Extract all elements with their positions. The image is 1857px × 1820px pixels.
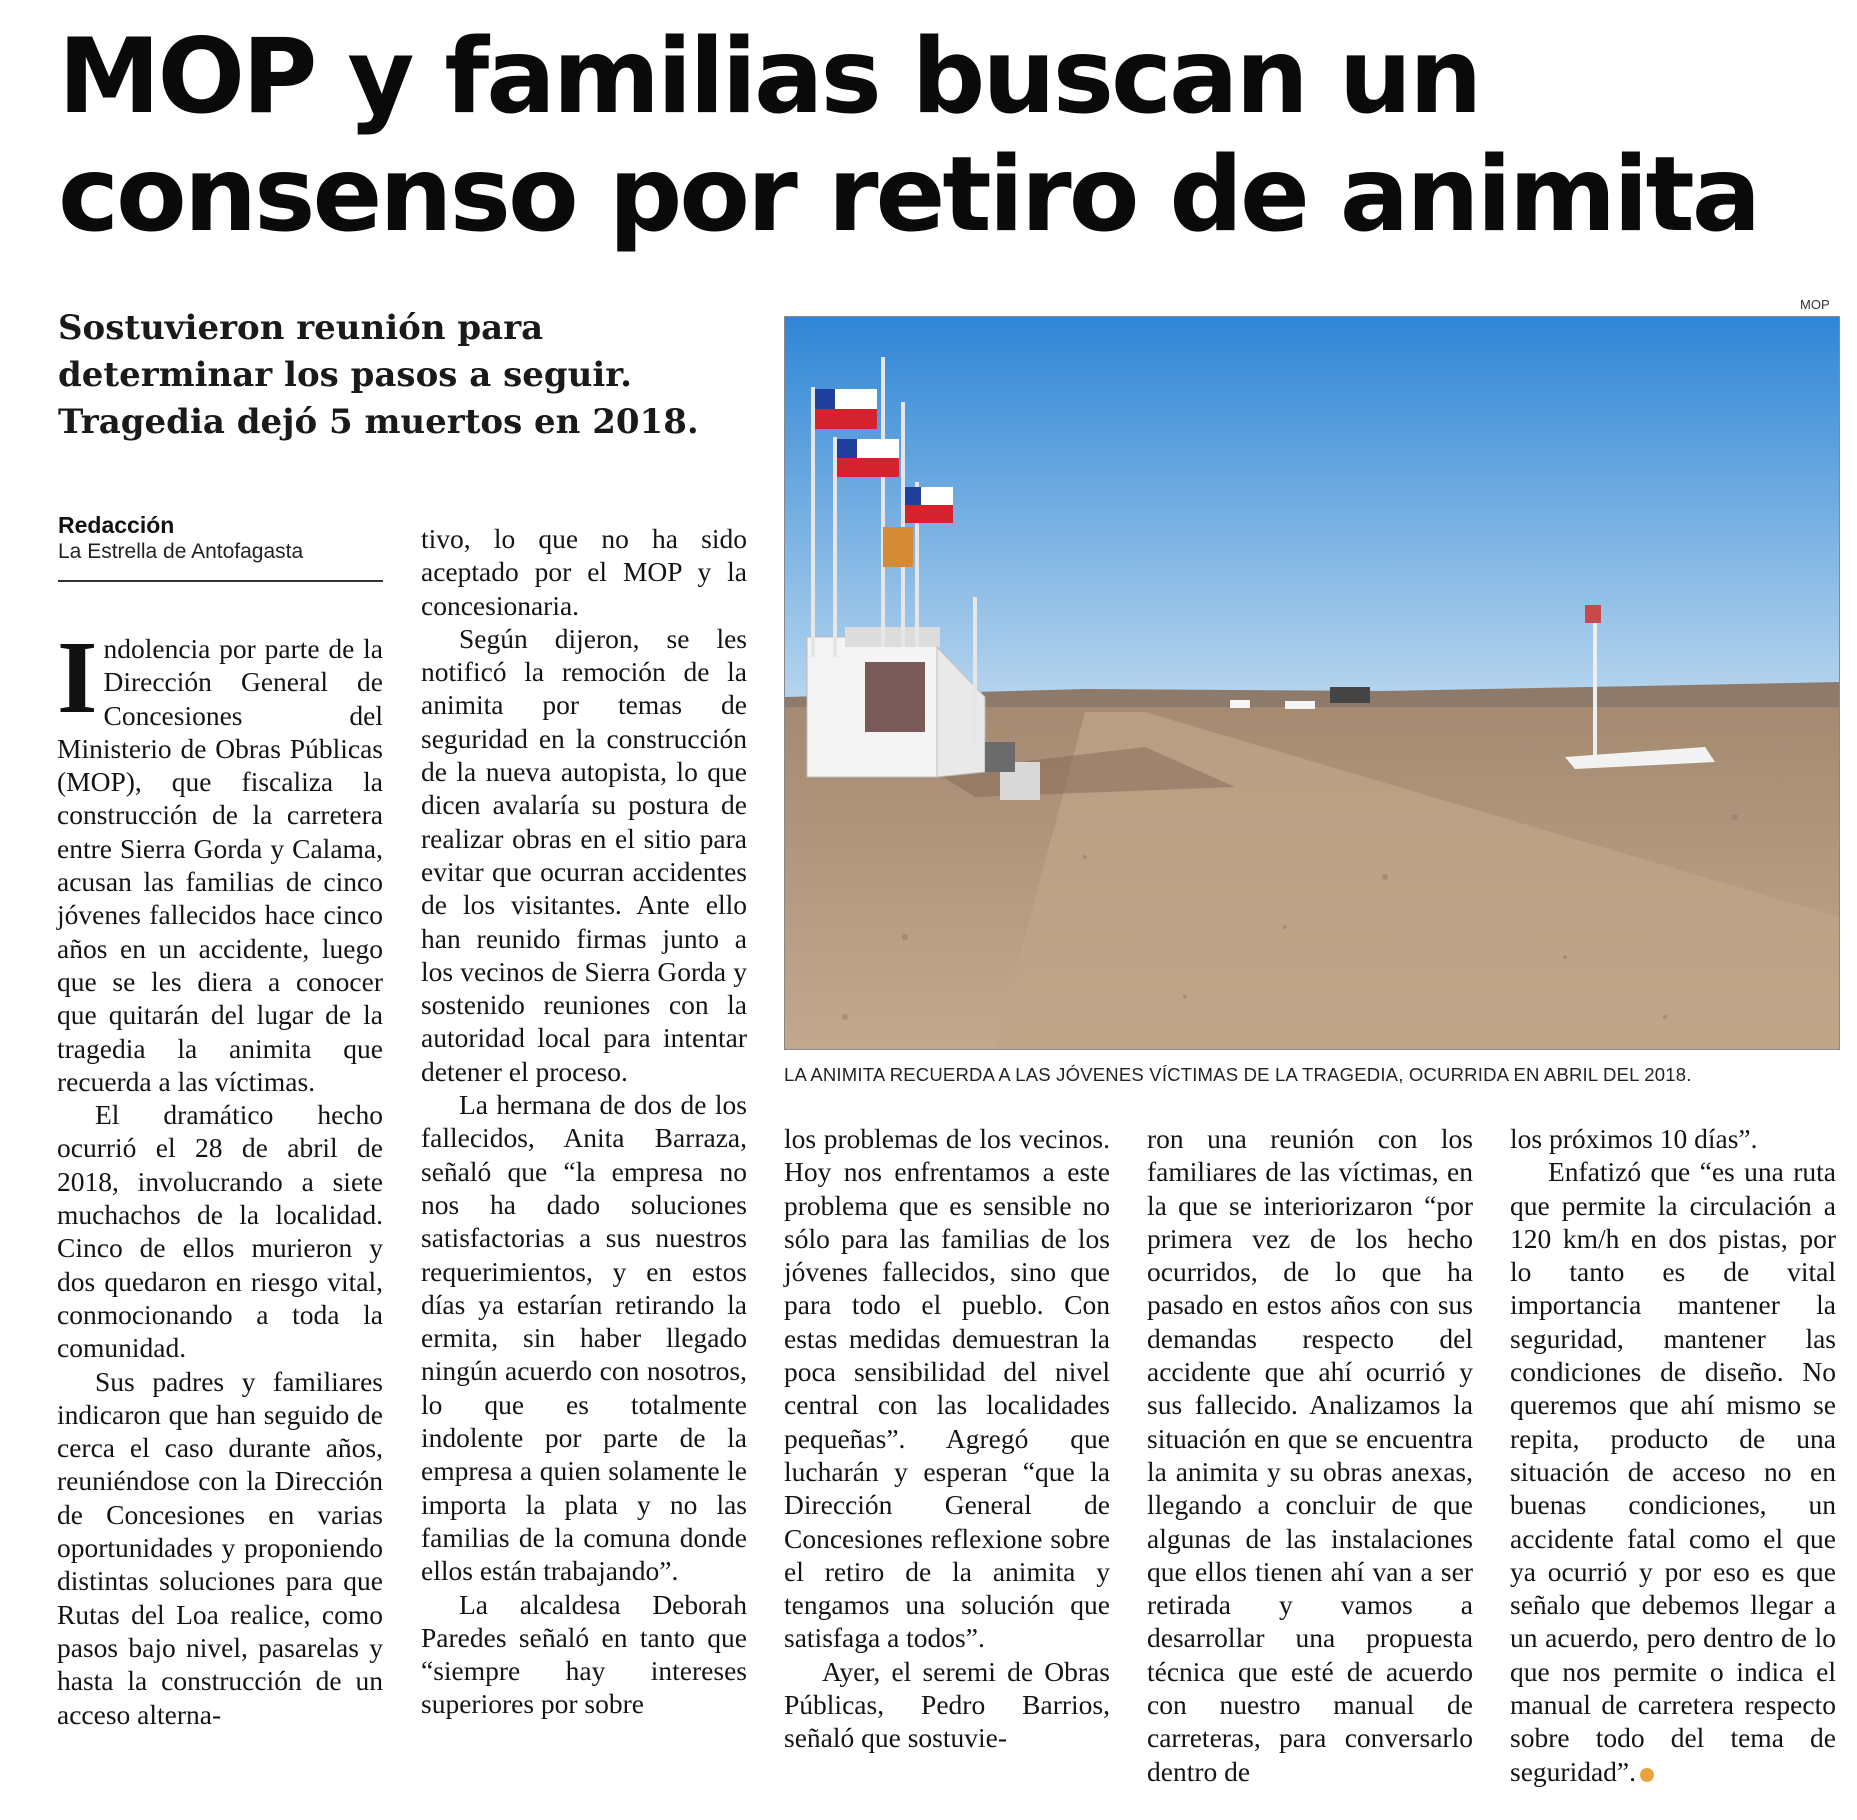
photo-illustration [785, 317, 1839, 1049]
paragraph: tivo, lo que no ha sido aceptado por el MOP y la concesionaria. [421, 523, 747, 621]
end-mark-icon [1640, 1768, 1654, 1782]
paragraph: ron una reunión con los familiares de las víctimas, en la que se interiorizaron “por primera vez de los hecho ocurridos, de lo que ha pasado en estos años con sus demandas respecto del accidente que ahí ocurrió y sus fallecido. Analizamos la situación en que se encuentra la animita y su obras anexas, llegando a concluir de que algunas de las instalaciones que ellos tienen ahí van a ser retirada y vamos a desarrollar una propuesta técnica que esté de acuerdo con nuestro manual de carreteras, para conversarlo dentro de [1147, 1123, 1473, 1787]
drop-cap: I [57, 620, 98, 735]
article-photo [784, 316, 1840, 1050]
headline-line-2: consenso por retiro de animita [58, 135, 1759, 255]
subhead-line-3: Tragedia dejó 5 muertos en 2018. [58, 402, 699, 442]
paragraph: los próximos 10 días”. [1510, 1123, 1758, 1154]
paragraph: Sus padres y familiares indicaron que han seguido de cerca el caso durante años, reuniéndose con la Dirección de Concesiones en varias oportunidades y proponiendo distintas soluciones para que Rutas del Loa realice, como pasos bajo nivel, pasarelas y hasta la construcción de un acceso alterna- [57, 1365, 383, 1730]
subhead-line-2: determinar los pasos a seguir. [58, 355, 632, 395]
subhead-line-1: Sostuvieron reunión para [58, 308, 544, 348]
paragraph: El dramático hecho ocurrió el 28 de abril de 2018, involucrando a siete muchachos de la localidad. Cinco de ellos murieron y dos quedaron en riesgo vital, conmocionando a toda la comunidad. [57, 1099, 383, 1364]
byline-divider [58, 580, 383, 582]
paragraph [1510, 1155, 1836, 1788]
article-column-2 [421, 522, 747, 1721]
paragraph: Según dijeron, se les notificó la remoción de la animita por temas de seguridad en la construcción de la nueva autopista, lo que dicen avalaría su postura de realizar obras en el sitio para evitar que ocurran accidentes de los visitantes. Ante ello han reunido firmas junto a los vecinos de Sierra Gorda y sostenido reuniones con la autoridad local para intentar detener el proceso. [421, 622, 747, 1087]
headline-line-1: MOP y familias buscan un [58, 17, 1480, 137]
paragraph: La alcaldesa Deborah Paredes señaló en tanto que “siempre hay intereses superiores por sobre [421, 1588, 747, 1720]
article-column-1 [57, 620, 383, 1731]
byline-author: Redacción [58, 512, 175, 538]
photo-credit: MOP [1800, 297, 1830, 312]
subheadline [58, 305, 758, 446]
paragraph [57, 620, 383, 1098]
article-column-3 [784, 1122, 1110, 1755]
paragraph: los problemas de los vecinos. Hoy nos enfrentamos a este problema que es sensible no sólo para las familias de los jóvenes fallecidos, sino que para todo el pueblo. Con estas medidas demuestran la poca sensibilidad del nivel central con las localidades pequeñas”. Agregó que lucharán y esperan “que la Dirección General de Concesiones reflexione sobre el retiro de la animita y tengamos una solución que satisfaga a todos”. [784, 1123, 1110, 1654]
byline-publication: La Estrella de Antofagasta [58, 540, 304, 563]
headline [58, 18, 1818, 254]
article-column-4 [1147, 1122, 1473, 1788]
photo-caption: LA ANIMITA RECUERDA A LAS JÓVENES VÍCTIMAS DE LA TRAGEDIA, OCURRIDA EN ABRIL DEL 2018. [784, 1064, 1692, 1085]
article-column-5 [1510, 1122, 1836, 1788]
paragraph-text: Enfatizó que “es una ruta que permite la circulación a 120 km/h en dos pistas, por lo tanto es de vital importancia mantener la seguridad, mantener las condiciones de diseño. No queremos que ahí mismo se repita, producto de una situación de acceso no en buenas condiciones, un accidente fatal como el que ya ocurrió y por eso es que señalo que debemos llegar a un acuerdo, pero dentro de lo que nos permite o indica el manual de carretera respecto sobre todo del tema de seguridad”. [1510, 1156, 1836, 1787]
paragraph: La hermana de dos de los fallecidos, Anita Barraza, señaló que “la empresa no nos ha dado soluciones satisfactorias a sus nuestros requerimientos, y en estos días ya estarían retirando la ermita, sin haber llegado ningún acuerdo con nosotros, lo que es totalmente indolente por parte de la empresa a quien solamente le importa la plata y no las familias de la comuna donde ellos están trabajando”. [421, 1089, 747, 1587]
paragraph: Ayer, el seremi de Obras Públicas, Pedro Barrios, señaló que sostuvie- [784, 1655, 1110, 1754]
paragraph-text: ndolencia por parte de la Dirección General de Concesiones del Ministerio de Obras Públicas (MOP), que fiscaliza la construcción de la carretera entre Sierra Gorda y Calama, acusan las familias de cinco jóvenes fallecidos hace cinco años en un accidente, luego que se les diera a conocer que quitarán del lugar de la tragedia la animita que recuerda a las víctimas. [57, 633, 383, 1097]
